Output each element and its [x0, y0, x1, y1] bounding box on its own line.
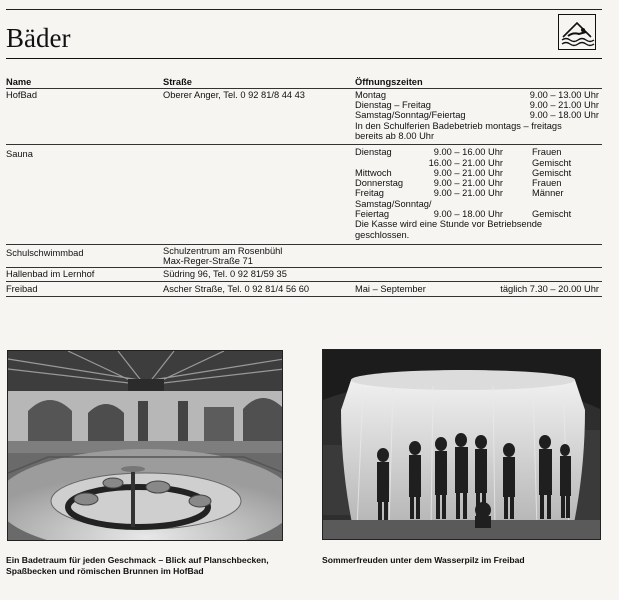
- freibad-photo: [322, 349, 601, 540]
- sauna-day: Mittwoch: [355, 168, 392, 178]
- sauna-group: Gemischt: [532, 158, 572, 168]
- header-name: Name: [6, 77, 32, 87]
- hofbad-day: Dienstag – Freitag: [355, 100, 431, 110]
- schulschwimmbad-street: Max-Reger-Straße 71: [163, 256, 253, 266]
- row-rule: [6, 267, 602, 268]
- sauna-group: Männer: [532, 188, 564, 198]
- lernhof-name: Hallenbad im Lernhof: [6, 269, 95, 279]
- right-photo-caption: Sommerfreuden unter dem Wasserpilz im Freibad: [322, 555, 525, 565]
- left-photo-caption: Ein Badetraum für jeden Geschmack – Blick auf Planschbecken, Spaßbecken und römischen Brunnen im HofBad: [6, 555, 269, 576]
- hofbad-name: HofBad: [6, 90, 38, 100]
- sauna-time: 9.00 – 21.00 Uhr: [433, 168, 503, 178]
- lernhof-street: Südring 96, Tel. 0 92 81/59 35: [163, 269, 287, 279]
- sauna-time: 9.00 – 16.00 Uhr: [433, 147, 503, 157]
- hofbad-time: 9.00 – 13.00 Uhr: [529, 90, 599, 100]
- sauna-group: Frauen: [532, 147, 562, 157]
- row-rule: [6, 281, 602, 282]
- sauna-note: Die Kasse wird eine Stunde vor Betriebsende: [355, 219, 543, 229]
- schulschwimmbad-street: Schulzentrum am Rosenbühl: [163, 246, 283, 256]
- freibad-street: Ascher Straße, Tel. 0 92 81/4 56 60: [163, 284, 310, 294]
- sauna-time: 9.00 – 21.00 Uhr: [433, 188, 503, 198]
- row-rule: [6, 244, 602, 245]
- freibad-name: Freibad: [6, 284, 38, 294]
- top-rule: [6, 9, 602, 10]
- sauna-name: Sauna: [6, 149, 33, 159]
- table-bottom-rule: [6, 296, 602, 297]
- hofbad-photo: [7, 350, 283, 541]
- header-street: Straße: [163, 77, 192, 87]
- sauna-day: Dienstag: [355, 147, 392, 157]
- sauna-day: Feiertag: [355, 209, 390, 219]
- hofbad-time: 9.00 – 18.00 Uhr: [529, 110, 599, 120]
- hofbad-street: Oberer Anger, Tel. 0 92 81/8 44 43: [163, 90, 305, 100]
- swimmer-icon: [558, 14, 596, 50]
- sauna-time: 9.00 – 21.00 Uhr: [433, 178, 503, 188]
- sauna-time: 9.00 – 18.00 Uhr: [433, 209, 503, 219]
- hofbad-note: bereits ab 8.00 Uhr: [355, 131, 435, 141]
- sauna-time: 16.00 – 21.00 Uhr: [428, 158, 503, 168]
- sauna-day: Freitag: [355, 188, 384, 198]
- sauna-group: Gemischt: [532, 209, 572, 219]
- page-title: Bäder: [6, 23, 71, 53]
- title-rule: [6, 58, 602, 59]
- sauna-group: Gemischt: [532, 168, 572, 178]
- freibad-season: Mai – September: [355, 284, 426, 294]
- header-hours: Öffnungszeiten: [355, 77, 423, 87]
- sauna-group: Frauen: [532, 178, 562, 188]
- hofbad-note: In den Schulferien Badebetrieb montags – freitags: [355, 121, 562, 131]
- hofbad-time: 9.00 – 21.00 Uhr: [529, 100, 599, 110]
- sauna-day: Donnerstag: [355, 178, 404, 188]
- hofbad-day: Samstag/Sonntag/Feiertag: [355, 110, 466, 120]
- sauna-day: Samstag/Sonntag/: [355, 199, 432, 209]
- header-rule: [6, 88, 602, 89]
- sauna-note: geschlossen.: [355, 230, 410, 240]
- hofbad-day: Montag: [355, 90, 387, 100]
- row-rule: [6, 144, 602, 145]
- freibad-hours: täglich 7.30 – 20.00 Uhr: [500, 284, 599, 294]
- schulschwimmbad-name: Schulschwimmbad: [6, 248, 84, 258]
